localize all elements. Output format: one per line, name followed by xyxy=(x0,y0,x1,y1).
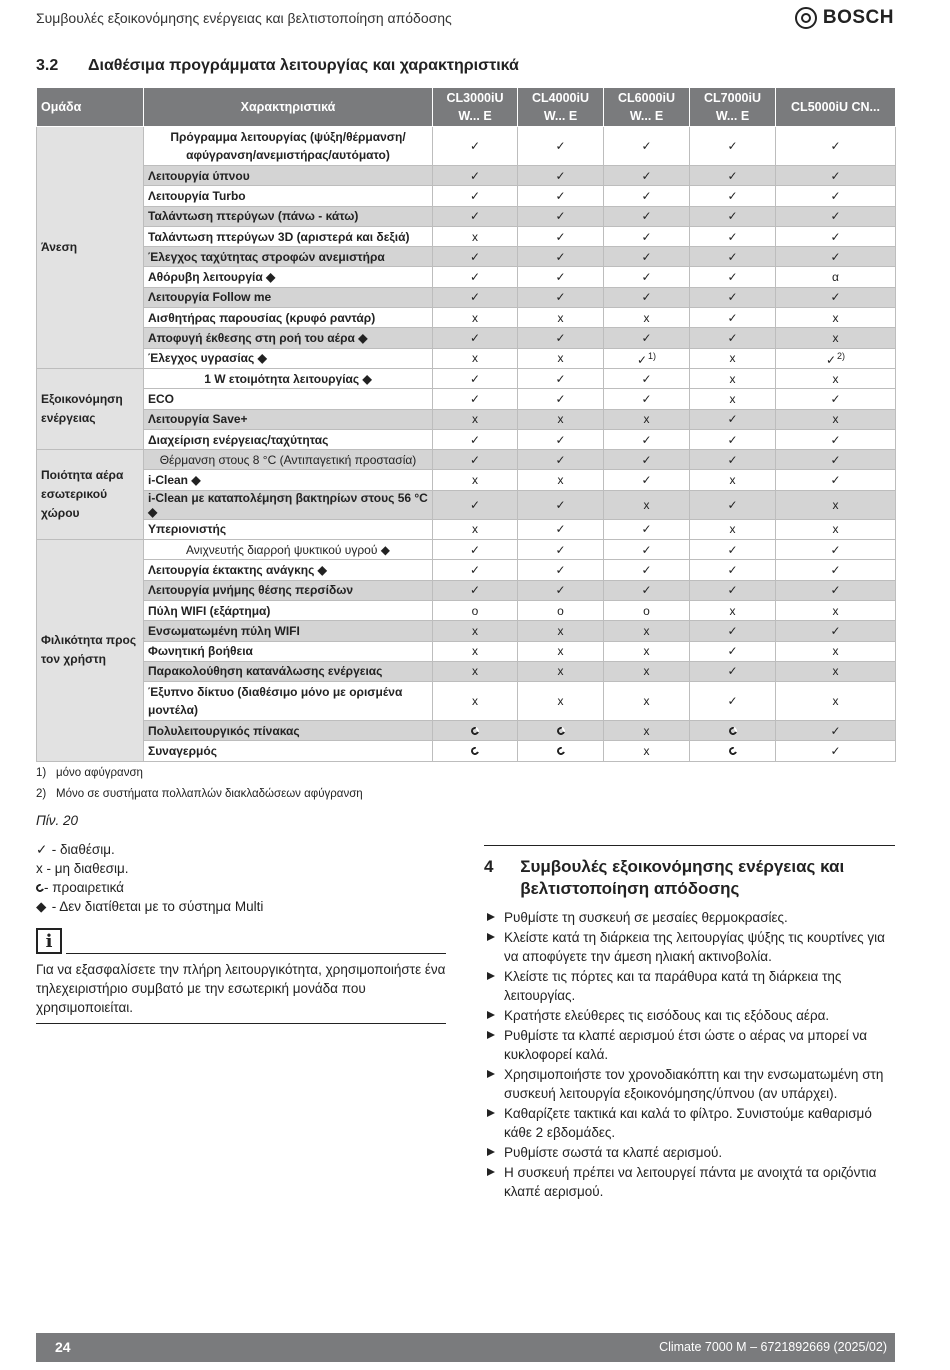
value-cell: x xyxy=(690,389,776,409)
legend-item: ✓ - διαθέσιμ. xyxy=(36,842,115,857)
value-cell: x xyxy=(518,409,604,429)
table-row xyxy=(37,429,896,449)
feature-cell: i-Clean ◆ xyxy=(144,470,433,490)
check-cell: ✓ xyxy=(518,560,604,580)
group-cell: Άνεση xyxy=(37,127,144,369)
feature-cell: Λειτουργία Turbo xyxy=(144,186,433,206)
check-cell: ✓ xyxy=(776,470,896,490)
check-cell: ✓ xyxy=(433,540,518,560)
value-cell: x xyxy=(776,661,896,681)
list-item: Κλείστε τις πόρτες και τα παράθυρα κατά τη διάρκεια της λειτουργίας. xyxy=(484,967,895,1005)
feature-cell: Πολυλειτουργικός πίνακας xyxy=(144,721,433,741)
chapter-number: 4 xyxy=(484,857,494,876)
section-title xyxy=(36,57,519,75)
check-cell: ✓ xyxy=(690,540,776,560)
group-cell: Φιλικότητα προς τον χρήστη xyxy=(37,540,144,762)
value-cell: x xyxy=(433,519,518,539)
section-number: 3.2 xyxy=(36,57,59,74)
feature-cell: Λειτουργία Save+ xyxy=(144,409,433,429)
table-row xyxy=(37,127,896,166)
check-cell: ✓ xyxy=(604,429,690,449)
check-cell: ✓ xyxy=(690,682,776,721)
table-row xyxy=(37,328,896,348)
check-cell: ✓ xyxy=(776,166,896,186)
col-header-model: CL5000iU CN... xyxy=(776,88,896,127)
list-item: Ρυθμίστε τα κλαπέ αερισμού έτσι ώστε ο αέρας να μπορεί να κυκλοφορεί καλά. xyxy=(484,1026,895,1064)
feature-cell: Πύλη WIFI (εξάρτημα) xyxy=(144,600,433,620)
value-cell: x xyxy=(776,490,896,519)
table-footnotes xyxy=(36,763,363,805)
info-icon: i xyxy=(36,928,62,954)
feature-cell: Ταλάντωση πτερύγων 3D (αριστερά και δεξιά) xyxy=(144,226,433,246)
check-cell: ✓ xyxy=(690,621,776,641)
group-cell: Εξοικονόμηση ενέργειας xyxy=(37,368,144,449)
check-cell: ✓ xyxy=(433,368,518,388)
symbol-legend xyxy=(36,840,263,916)
check-icon: ✓ xyxy=(36,842,48,857)
brand-name: BOSCH xyxy=(822,7,894,28)
check-cell: ✓ xyxy=(604,580,690,600)
check-cell: ✓ xyxy=(690,490,776,519)
value-cell: x xyxy=(518,470,604,490)
check-cell: ✓ xyxy=(518,186,604,206)
value-cell: x xyxy=(776,641,896,661)
feature-cell: Συναγερμός xyxy=(144,741,433,761)
check-cell: ✓ xyxy=(690,560,776,580)
table-row xyxy=(37,348,896,368)
col-header-model: CL4000iU W... E xyxy=(518,88,604,127)
value-cell: x xyxy=(776,519,896,539)
check-cell: ✓ xyxy=(433,429,518,449)
check-cell: ✓ xyxy=(690,328,776,348)
table-row xyxy=(37,682,896,721)
value-cell: x xyxy=(690,368,776,388)
value-cell: x xyxy=(776,308,896,328)
check-cell: ✓ xyxy=(776,429,896,449)
value-cell: x xyxy=(776,682,896,721)
check-cell: ✓ xyxy=(690,226,776,246)
check-cell: ✓ xyxy=(690,409,776,429)
check-cell: ✓ xyxy=(518,247,604,267)
value-cell: x xyxy=(690,470,776,490)
check-cell: ✓ xyxy=(604,450,690,470)
value-cell: x xyxy=(776,328,896,348)
table-row xyxy=(37,600,896,620)
value-cell: o xyxy=(604,600,690,620)
footnote-ref: 1) xyxy=(648,351,657,362)
table-row xyxy=(37,409,896,429)
note-text: Για να εξασφαλίσετε την πλήρη λειτουργικότητα, χρησιμοποιήστε ένα τηλεχειριστήριο συμβατό με την εσωτερική μονάδα που χρησιμοποιείται. xyxy=(36,960,446,1024)
feature-cell: Θέρμανση στους 8 °C (Αντιπαγετική προστασία) xyxy=(144,450,433,470)
table-row xyxy=(37,470,896,490)
check-cell: ✓ xyxy=(776,721,896,741)
check-cell: ✓ xyxy=(518,287,604,307)
table-row xyxy=(37,247,896,267)
check-cell: ✓ xyxy=(604,186,690,206)
table-row xyxy=(37,721,896,741)
feature-cell: Ταλάντωση πτερύγων (πάνω - κάτω) xyxy=(144,206,433,226)
feature-cell: Λειτουργία μνήμης θέσης περσίδων xyxy=(144,580,433,600)
check-cell: ✓ xyxy=(776,287,896,307)
value-cell: x xyxy=(604,641,690,661)
feature-cell: Λειτουργία ύπνου xyxy=(144,166,433,186)
optional-icon xyxy=(433,721,518,741)
section-heading: Διαθέσιμα προγράμματα λειτουργίας και χαρακτηριστικά xyxy=(88,57,519,74)
footnote: 1) μόνο αφύγρανση xyxy=(36,767,143,779)
check-cell: ✓ xyxy=(690,429,776,449)
feature-cell: Ενσωματωμένη πύλη WIFI xyxy=(144,621,433,641)
value-cell: x xyxy=(690,600,776,620)
check-cell: ✓ xyxy=(433,166,518,186)
chapter-4 xyxy=(484,845,895,1202)
page-footer xyxy=(36,1333,895,1362)
feature-cell: Ανιχνευτής διαρροή ψυκτικού υγρού ◆ xyxy=(144,540,433,560)
value-cell: x xyxy=(433,409,518,429)
feature-cell: ECO xyxy=(144,389,433,409)
check-cell: ✓ xyxy=(776,560,896,580)
check-cell: ✓ xyxy=(518,127,604,166)
value-cell: x xyxy=(518,348,604,368)
list-item: Καθαρίζετε τακτικά και καλά το φίλτρο. Συνιστούμε καθαρισμό κάθε 2 εβδομάδες. xyxy=(484,1104,895,1142)
check-cell: ✓ xyxy=(433,389,518,409)
chapter-title xyxy=(484,856,895,900)
check-cell: ✓ xyxy=(690,267,776,287)
check-cell: ✓ xyxy=(518,226,604,246)
optional-icon xyxy=(518,721,604,741)
optional-bullet-icon xyxy=(727,746,738,757)
check-cell: ✓ xyxy=(690,661,776,681)
check-cell: ✓ xyxy=(433,328,518,348)
optional-icon xyxy=(690,741,776,761)
check-cell: ✓ xyxy=(690,308,776,328)
value-cell: x xyxy=(690,348,776,368)
info-note xyxy=(36,928,446,1024)
legend-item: x - μη διαθεσιμ. xyxy=(36,861,129,876)
check-cell: ✓ xyxy=(690,641,776,661)
check-cell: ✓ xyxy=(518,429,604,449)
value-cell: x xyxy=(433,308,518,328)
value-cell: x xyxy=(433,682,518,721)
value-cell: x xyxy=(518,621,604,641)
check-cell: ✓ xyxy=(604,560,690,580)
table-row xyxy=(37,267,896,287)
value-cell: x xyxy=(433,226,518,246)
check-cell: ✓ xyxy=(604,127,690,166)
table-row xyxy=(37,287,896,307)
check-cell: ✓ xyxy=(433,206,518,226)
feature-cell: Έλεγχος ταχύτητας στροφών ανεμιστήρα xyxy=(144,247,433,267)
value-cell: x xyxy=(690,519,776,539)
optional-icon xyxy=(518,741,604,761)
feature-cell: i-Clean με καταπολέμηση βακτηρίων στους 56 °C ◆ xyxy=(144,490,433,519)
check-cell: ✓ xyxy=(690,450,776,470)
check-cell: ✓ xyxy=(518,450,604,470)
feature-cell: Έλεγχος υγρασίας ◆ xyxy=(144,348,433,368)
table-row xyxy=(37,166,896,186)
check-cell: ✓ xyxy=(776,741,896,761)
check-cell: ✓ xyxy=(518,580,604,600)
page-number: 24 xyxy=(55,1339,71,1355)
check-cell: ✓ xyxy=(776,580,896,600)
check-cell: ✓ xyxy=(690,247,776,267)
check-cell: ✓ xyxy=(776,621,896,641)
check-cell: ✓ xyxy=(433,267,518,287)
features-table xyxy=(36,87,896,762)
value-cell: x xyxy=(604,661,690,681)
value-cell: x xyxy=(518,308,604,328)
feature-cell: Παρακολούθηση κατανάλωσης ενέργειας xyxy=(144,661,433,681)
value-cell: x xyxy=(604,741,690,761)
table-row xyxy=(37,226,896,246)
value-cell: x xyxy=(433,621,518,641)
footnote-ref: 2) xyxy=(837,351,846,362)
list-item: Ρυθμίστε σωστά τα κλαπέ αερισμού. xyxy=(484,1143,895,1162)
check-cell: ✓ xyxy=(518,206,604,226)
legend-item: ◆ - Δεν διατίθεται με το σύστημα Multi xyxy=(36,899,264,914)
table-row xyxy=(37,641,896,661)
table-row xyxy=(37,560,896,580)
running-header: Συμβουλές εξοικονόμησης ενέργειας και βελτιστοποίηση απόδοσης xyxy=(36,10,452,26)
table-row xyxy=(37,308,896,328)
value-cell: x xyxy=(518,682,604,721)
value-cell: x xyxy=(604,490,690,519)
check-cell: ✓ xyxy=(604,519,690,539)
col-header-model: CL3000iU W... E xyxy=(433,88,518,127)
diamond-icon: ◆ xyxy=(36,899,47,914)
bosch-armature-icon xyxy=(795,7,817,29)
value-cell: x xyxy=(776,368,896,388)
value-cell: x xyxy=(518,641,604,661)
value-cell: x xyxy=(776,600,896,620)
optional-bullet-icon xyxy=(555,725,566,736)
optional-icon xyxy=(690,721,776,741)
value-cell: x xyxy=(433,348,518,368)
feature-cell: Έξυπνο δίκτυο (διαθέσιμο μόνο με ορισμένα μοντέλα) xyxy=(144,682,433,721)
table-row xyxy=(37,450,896,470)
check-cell: ✓ xyxy=(604,328,690,348)
check-cell: ✓ xyxy=(604,206,690,226)
value-cell: x xyxy=(518,661,604,681)
feature-cell: 1 W ετοιμότητα λειτουργίας ◆ xyxy=(144,368,433,388)
figure-label: Πίν. 20 xyxy=(36,813,79,828)
table-row xyxy=(37,186,896,206)
feature-cell: Φωνητική βοήθεια xyxy=(144,641,433,661)
check-cell: ✓ xyxy=(518,490,604,519)
legend-item: - προαιρετικά xyxy=(36,878,263,897)
optional-icon xyxy=(433,741,518,761)
table-row xyxy=(37,661,896,681)
table-row xyxy=(37,389,896,409)
value-cell: x xyxy=(776,409,896,429)
group-cell: Ποιότητα αέρα εσωτερικού χώρου xyxy=(37,450,144,540)
chapter-heading: Συμβουλές εξοικονόμησης ενέργειας και βελτιστοποίηση απόδοσης xyxy=(520,857,845,898)
document-id: Climate 7000 M – 6721892669 (2025/02) xyxy=(659,1340,887,1354)
value-cell: x xyxy=(604,621,690,641)
check-cell: ✓ xyxy=(776,127,896,166)
check-cell: ✓ xyxy=(690,166,776,186)
value-cell: o xyxy=(518,600,604,620)
check-cell: ✓ xyxy=(518,519,604,539)
optional-bullet-icon xyxy=(470,725,481,736)
check-cell: ✓ xyxy=(604,247,690,267)
check-cell: ✓ xyxy=(518,368,604,388)
feature-cell: Πρόγραμμα λειτουργίας (ψύξη/θέρμανση/ αφύγρανση/ανεμιστήρας/αυτόματο) xyxy=(144,127,433,166)
bosch-logo xyxy=(795,7,894,29)
value-cell: x xyxy=(433,641,518,661)
value-cell: x xyxy=(433,470,518,490)
check-cell: ✓ xyxy=(776,450,896,470)
feature-cell: Διαχείριση ενέργειας/ταχύτητας xyxy=(144,429,433,449)
check-cell: ✓ xyxy=(776,206,896,226)
check-cell: ✓ xyxy=(690,580,776,600)
feature-cell: Λειτουργία Follow me xyxy=(144,287,433,307)
check-cell: ✓ xyxy=(518,267,604,287)
optional-bullet-icon xyxy=(555,746,566,757)
check-cell: ✓ xyxy=(776,226,896,246)
col-header-group: Ομάδα xyxy=(37,88,144,127)
check-cell: ✓ xyxy=(604,166,690,186)
check-cell: ✓ xyxy=(604,540,690,560)
check-cell: ✓ xyxy=(604,226,690,246)
col-header-model: CL6000iU W... E xyxy=(604,88,690,127)
table-row xyxy=(37,621,896,641)
table-row xyxy=(37,741,896,761)
check-cell: ✓ xyxy=(604,470,690,490)
tips-list xyxy=(484,908,895,1201)
optional-bullet-icon xyxy=(727,725,738,736)
value-cell: x xyxy=(604,721,690,741)
check-cell: ✓ xyxy=(433,580,518,600)
feature-cell: Λειτουργία έκτακτης ανάγκης ◆ xyxy=(144,560,433,580)
check-cell: ✓ xyxy=(433,450,518,470)
check-cell: ✓ xyxy=(433,186,518,206)
check-cell: ✓ xyxy=(518,540,604,560)
check-cell: ✓ xyxy=(433,247,518,267)
list-item: Κλείστε κατά τη διάρκεια της λειτουργίας ψύξης τις κουρτίνες για να αποφύγετε την άμεση ηλιακή ακτινοβολία. xyxy=(484,928,895,966)
check-cell: ✓ xyxy=(433,560,518,580)
check-cell: ✓ xyxy=(604,287,690,307)
list-item: Χρησιμοποιήστε τον χρονοδιακόπτη και την ενσωματωμένη στη συσκευή λειτουργία εξοικονόμησης/ύπνου (αν υπάρχει). xyxy=(484,1065,895,1103)
col-header-features: Χαρακτηριστικά xyxy=(144,88,433,127)
check-cell: ✓ xyxy=(690,127,776,166)
check-cell: ✓ xyxy=(604,267,690,287)
feature-cell: Αθόρυβη λειτουργία ◆ xyxy=(144,267,433,287)
value-cell: x xyxy=(604,409,690,429)
table-row xyxy=(37,519,896,539)
optional-bullet-icon xyxy=(470,746,481,757)
list-item: Ρυθμίστε τη συσκευή σε μεσαίες θερμοκρασίες. xyxy=(484,908,895,927)
check-cell: ✓ xyxy=(518,389,604,409)
value-cell: x xyxy=(433,661,518,681)
table-row xyxy=(37,206,896,226)
feature-cell: Αποφυγή έκθεσης στη ροή του αέρα ◆ xyxy=(144,328,433,348)
check-cell: ✓ xyxy=(433,490,518,519)
check-cell: ✓ xyxy=(604,389,690,409)
check-cell: ✓ xyxy=(776,186,896,206)
check-cell: ✓ xyxy=(518,166,604,186)
list-item: Κρατήστε ελεύθερες τις εισόδους και τις εξόδους αέρα. xyxy=(484,1006,895,1025)
value-cell: o xyxy=(433,600,518,620)
check-cell: ✓ xyxy=(690,206,776,226)
feature-cell: Αισθητήρας παρουσίας (κρυφό ραντάρ) xyxy=(144,308,433,328)
table-row xyxy=(37,490,896,519)
check-cell: ✓ xyxy=(433,127,518,166)
feature-cell: Υπεριονιστής xyxy=(144,519,433,539)
table-header-row xyxy=(37,88,896,127)
check-cell: ✓ xyxy=(433,287,518,307)
check-cell: ✓ xyxy=(776,540,896,560)
check-cell: ✓ xyxy=(776,389,896,409)
check-cell: ✓ xyxy=(776,247,896,267)
footnote: 2) Μόνο σε συστήματα πολλαπλών διακλαδώσεων αφύγρανση xyxy=(36,788,363,800)
check-cell: ✓ xyxy=(518,328,604,348)
table-row xyxy=(37,540,896,560)
check-cell: ✓$^{1)}$ xyxy=(604,348,690,368)
col-header-model: CL7000iU W... E xyxy=(690,88,776,127)
list-item: Η συσκευή πρέπει να λειτουργεί πάντα με ανοιχτά τα οριζόντια κλαπέ αερισμού. xyxy=(484,1163,895,1201)
table-row xyxy=(37,580,896,600)
check-cell: ✓ xyxy=(690,287,776,307)
check-cell: ✓ xyxy=(690,186,776,206)
table-row xyxy=(37,368,896,388)
check-cell: ✓ xyxy=(604,368,690,388)
check-cell: ✓$^{2)}$ xyxy=(776,348,896,368)
value-cell: α xyxy=(776,267,896,287)
value-cell: x xyxy=(604,682,690,721)
value-cell: x xyxy=(604,308,690,328)
